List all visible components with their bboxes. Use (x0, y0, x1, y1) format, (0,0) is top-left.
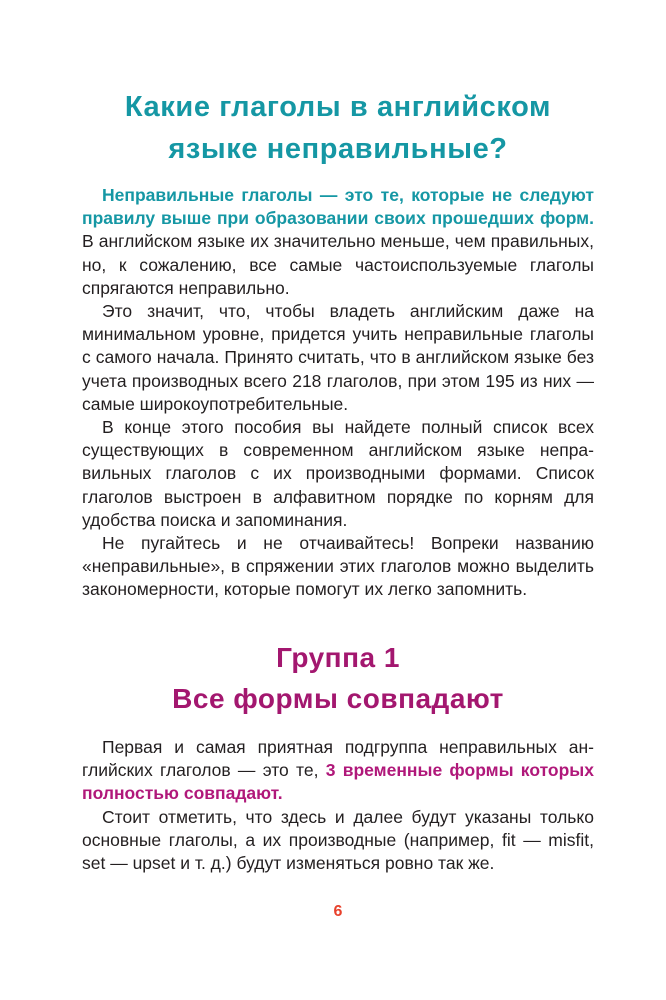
intro-paragraph-3: В конце этого пособия вы найдете полный список всех существующих в современном английском языке неправильных глаголов с их производными формами. Список глаголов выстроен в алфавитном порядке по корням для удобства поиска и запоминания. (82, 417, 594, 530)
intro-paragraph-4: Не пугайтесь и не отчаивайтесь! Вопреки названию «неправильные», в спряжении этих глаголов можно выделить закономерности, которые помогут их легко запомнить. (82, 533, 594, 600)
group-highlight: 3 временные формы которых полностью совпадают. (82, 760, 594, 804)
intro-paragraph-1 (82, 184, 594, 300)
intro-text (82, 184, 594, 602)
book-page (82, 0, 594, 1000)
section-title: Какие глаголы в английском языке неправильные? (124, 91, 552, 165)
group-paragraph-2: Стоит отметить, что здесь и далее будут указаны только основные глаголы, а их производные (например, fit — misfit, set — upset и т. д.) будут изменяться ровно так же. (82, 806, 594, 874)
group-number: Группа 1 (276, 642, 400, 673)
intro-highlight: Неправильные глаголы — это те, которые не следуют правилу выше при образовании своих прошедших форм. (82, 185, 594, 229)
group-text (82, 736, 594, 875)
intro-paragraph-1-rest: В английском языке их значительно меньше, чем правильных, но, к сожалению, все самые частоиспользуемые глаголы спрягаются неправильно. (82, 231, 594, 298)
intro-paragraph-2: Это значит, что, чтобы владеть английским даже на минимальном уровне, придется учить неправильные глаголы с самого начала. Принято считать, что в английском языке без учета производных всего 218 глаголов, при этом 195 из них — самые широкоупотребительные. (82, 301, 594, 414)
group-subtitle: Все формы совпадают (172, 683, 504, 714)
group-paragraph-1-start: Первая и самая приятная подгруппа неправильных английских глаголов — это те, (82, 737, 594, 781)
group-paragraph-1 (82, 736, 594, 806)
page-number: 6 (333, 903, 343, 920)
